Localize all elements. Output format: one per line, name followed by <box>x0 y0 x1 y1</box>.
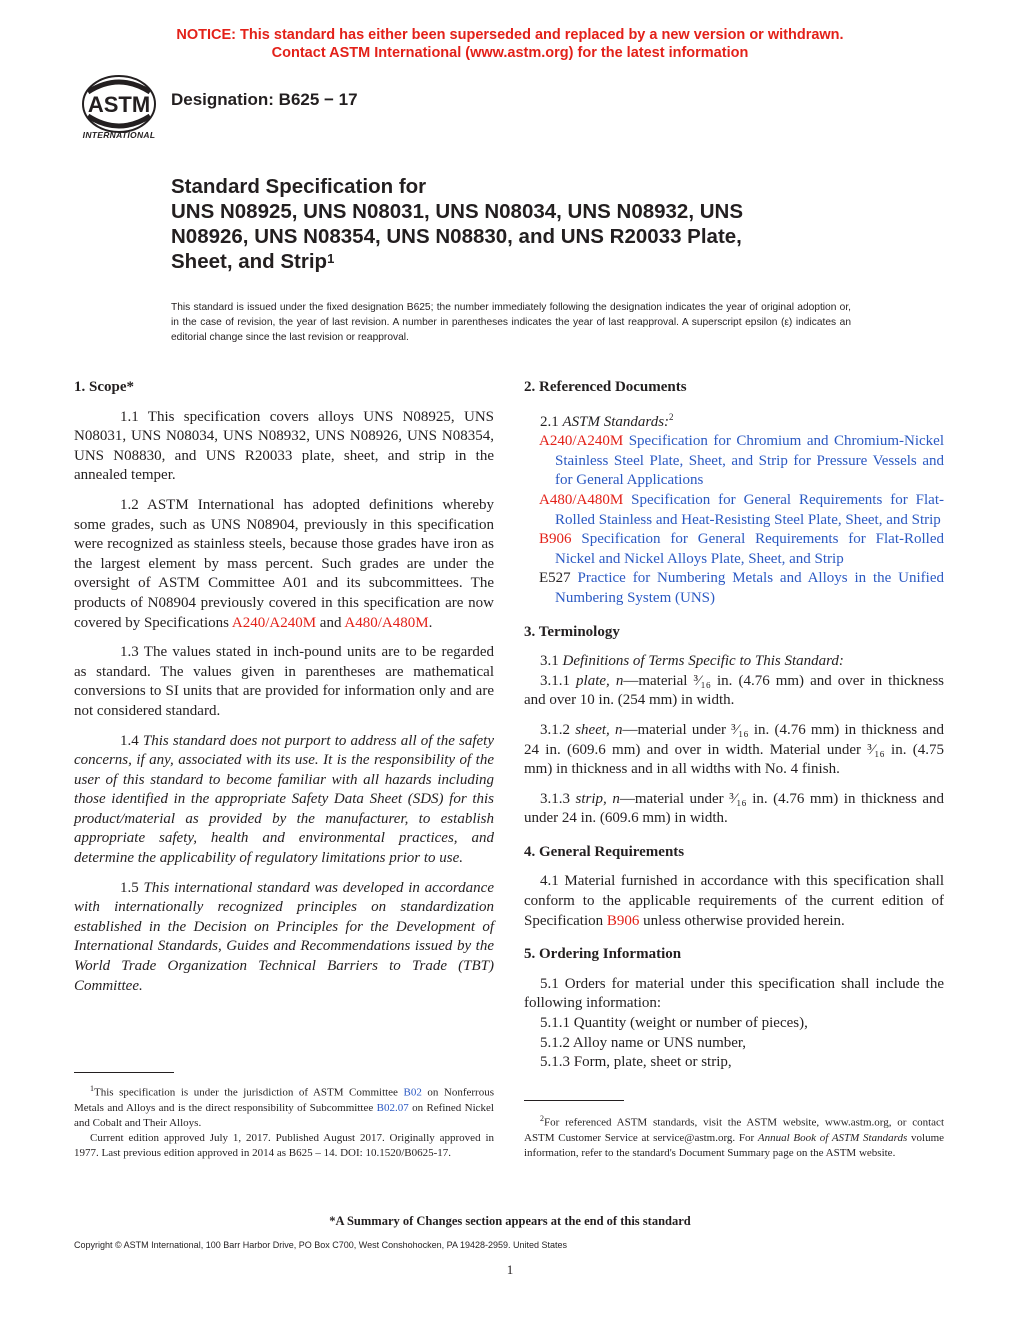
para-1-5: 1.5 This international standard was developed in accordance with internationally recognized principles on standardization established in the Decision on Principles for the Development of International Standards, Guides and Recommendations issued by the World Trade Organization Technical Barriers to Trade (TBT) Committee. <box>74 879 494 994</box>
logo-letters: ASTM <box>87 92 151 117</box>
title-line-3: N08926, UNS N08354, UNS N08830, and UNS R20033 Plate, <box>171 225 742 248</box>
section-5-heading: 5. Ordering Information <box>524 946 682 963</box>
right-column <box>524 378 944 1073</box>
para-5-1-3: 5.1.3 Form, plate, sheet or strip, <box>540 1054 732 1071</box>
notice-line-1: NOTICE: This standard has either been superseded and replaced by a new version or withdrawn. <box>176 27 844 43</box>
designation: Designation: B625 − 17 <box>171 90 358 109</box>
page-number: 1 <box>506 1262 514 1277</box>
para-5-1: 5.1 Orders for material under this specification shall include the following information: <box>524 975 944 1012</box>
section-4-heading: 4. General Requirements <box>524 843 685 860</box>
astm-logo-icon <box>74 74 164 134</box>
reference-a480[interactable]: A480/A480M Specification for General Requirements for Flat-Rolled Stainless and Heat-Resisting Steel Plate, Sheet, and Strip <box>539 491 945 528</box>
reference-b906[interactable]: B906 Specification for General Requirements for Flat-Rolled Nickel and Nickel Alloys Plate, Sheet, and Strip <box>539 531 944 567</box>
logo-wordmark: INTERNATIONAL <box>82 130 156 140</box>
summary-of-changes-note: *A Summary of Changes section appears at the end of this standard <box>329 1214 691 1228</box>
para-5-1-1: 5.1.1 Quantity (weight or number of pieces), <box>540 1015 808 1032</box>
section-2-heading: 2. Referenced Documents <box>524 379 687 395</box>
section-1-heading: 1. Scope* <box>74 379 134 395</box>
link-b02-07[interactable]: B02.07 <box>376 1101 409 1114</box>
footnote-2-mark[interactable]: 2 <box>669 411 674 422</box>
link-b906[interactable]: B906 <box>606 912 640 929</box>
title-line-1: Standard Specification for <box>171 175 427 198</box>
footnote-1-edition: Current edition approved July 1, 2017. Published August 2017. Originally approved in 1977. Last previous edition approved in 2014 as B625 – 14. DOI: 10.1520/B0625-17. <box>74 1131 494 1159</box>
footnote-1: $^1$This specification is under the jurisdiction of ASTM Committee B02 on Nonferrous Metals and Alloys and is the direct responsibility of Subcommittee B02.07 on Refined Nickel and Cobalt and Their Alloys. Current edition approved July 1, 2017. Published August 2017. Originally approved in 1977. Last previous edition approved in 2014 as B625 – 14. DOI: 10.1520/B0625-17. <box>74 1084 494 1159</box>
link-b02[interactable]: B02 <box>403 1086 422 1099</box>
para-1-4: 1.4 This standard does not purport to address all of the safety concerns, if any, associated with its use. It is the responsibility of the user of this standard to become familiar with all hazards including those identified in the appropriate Safety Data Sheet (SDS) for this product/material as provided by the manufacturer, to establish appropriate safety, health and environmental practices, and determine the applicability of regulatory limitations prior to use. <box>74 732 494 867</box>
document-title <box>171 174 861 274</box>
para-5-1-2: 5.1.2 Alloy name or UNS number, <box>540 1034 747 1051</box>
para-4-1: 4.1 Material furnished in accordance with this specification shall conform to the applicable requirements of the current edition of Specification B906 unless otherwise provided herein. <box>524 873 944 929</box>
preamble: This standard is issued under the fixed designation B625; the number immediately following the designation indicates the year of original adoption or, in the case of revision, the year of last revision. A number in parentheses indicates the year of last reapproval. A superscript epsilon (ε) indicates an editorial change since the last revision or reapproval. <box>171 302 851 343</box>
link-a480[interactable]: A480/A480M <box>344 614 429 631</box>
supersede-notice <box>0 26 1020 62</box>
title-footnote-mark[interactable]: 1 <box>327 251 335 266</box>
reference-e527[interactable]: E527 Practice for Numbering Metals and Alloys in the Unified Numbering System (UNS) <box>539 570 944 606</box>
link-a240[interactable]: A240/A240M <box>231 614 317 631</box>
para-1-3: 1.3 The values stated in inch-pound units are to be regarded as standard. The values given in parentheses are mathematical conversions to SI units that are provided for information only and are not considered standard. <box>74 644 494 719</box>
reference-a240[interactable]: A240/A240M Specification for Chromium and Chromium-Nickel Stainless Steel Plate, Sheet, and Strip for Pressure Vessels and for General Applications <box>539 433 944 489</box>
para-1-2: 1.2 ASTM International has adopted definitions whereby some grades, such as UNS N08904, previously in this specification were recognized as stainless steels, because those grades have iron as the largest element by mass percent. Such grades are under the oversight of ASTM Committee A01 and its subcommittees. The products of N08904 previously covered in this specification are now covered by Specifications A240/A240M and A480/A480M. <box>74 496 494 631</box>
title-line-2: UNS N08925, UNS N08031, UNS N08034, UNS N08932, UNS <box>171 200 743 223</box>
copyright: Copyright © ASTM International, 100 Barr Harbor Drive, PO Box C700, West Conshohocken, PA 19428-2959. United States <box>74 1240 568 1250</box>
reference-list <box>524 432 944 608</box>
para-1-1: 1.1 This specification covers alloys UNS N08925, UNS N08031, UNS N08034, UNS N08932, UNS N08926, UNS N08354, UNS N08830, and UNS R20033 plate, sheet, and strip in the annealed temper. <box>74 408 494 484</box>
title-line-4: Sheet, and Strip$^1$ <box>171 250 335 273</box>
para-3-1-2: 3.1.2 sheet, n—material under ³⁄₁₆ in. (4.76 mm) in thickness and 24 in. (609.6 mm) and over in width. Material under ³⁄₁₆ in. (4.75 mm) in thickness and in all widths with No. 4 finish. <box>524 721 944 778</box>
left-column <box>74 378 494 1006</box>
para-3-1-3: 3.1.3 strip, n—material under ³⁄₁₆ in. (4.76 mm) in thickness and under 24 in. (609.6 mm) in width. <box>524 790 945 827</box>
footnote-2: $^2$For referenced ASTM standards, visit the ASTM website, www.astm.org, or contact ASTM Customer Service at service@astm.org. For Annual Book of ASTM Standards volume information, refer to the standard's Document Summary page on the ASTM website. <box>524 1114 945 1159</box>
para-2-1: 2.1 ASTM Standards:$^2$ <box>540 411 674 430</box>
para-3-1: 3.1 Definitions of Terms Specific to This Standard: <box>540 653 844 670</box>
notice-line-2: Contact ASTM International (www.astm.org) for the latest information <box>271 45 749 61</box>
section-3-heading: 3. Terminology <box>524 623 620 640</box>
para-3-1-1: 3.1.1 plate, n—material ³⁄₁₆ in. (4.76 mm) and over in thickness and over 10 in. (254 mm) in width. <box>524 672 944 709</box>
footnote-divider-left <box>74 1072 174 1073</box>
astm-logo <box>74 74 164 144</box>
footnote-divider-right <box>524 1100 624 1101</box>
